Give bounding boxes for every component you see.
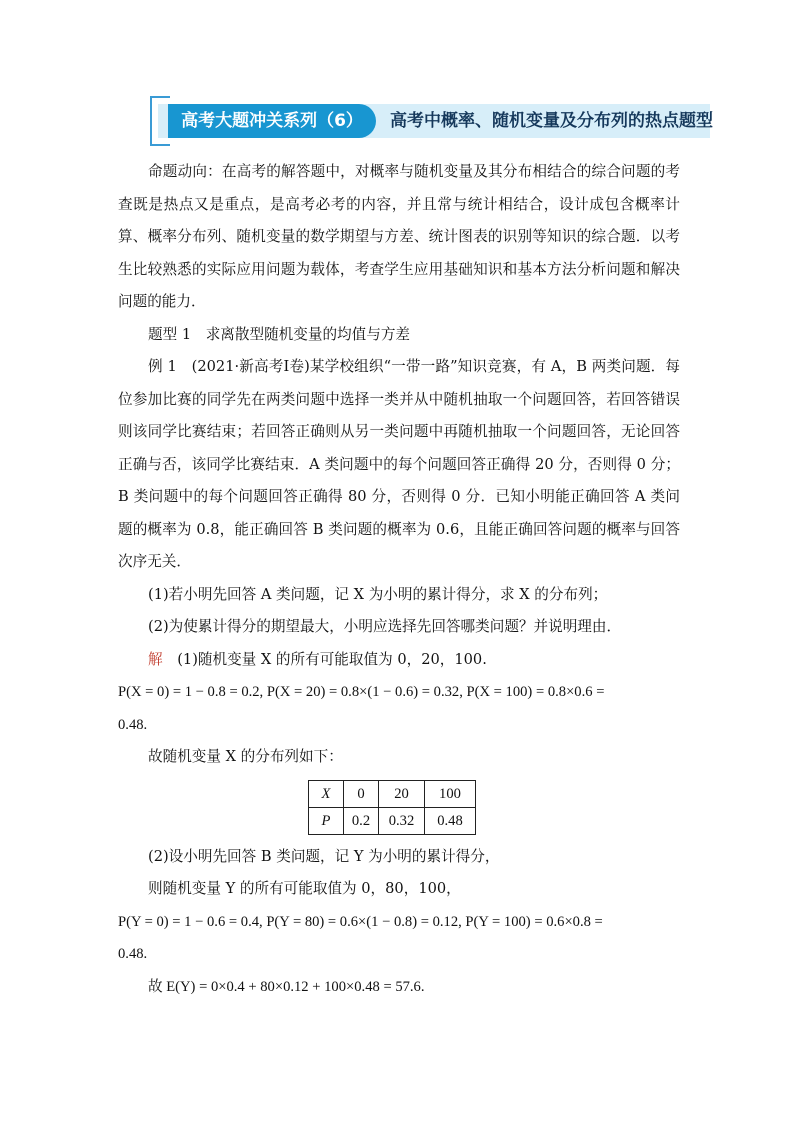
document-body bbox=[118, 156, 680, 1003]
solution-label: 解 bbox=[148, 650, 163, 668]
section-header bbox=[150, 96, 713, 146]
table-cell: 0 bbox=[344, 780, 379, 807]
table-cell: 0.2 bbox=[344, 807, 379, 834]
solution-probabilities-y bbox=[118, 906, 680, 971]
distribution-table bbox=[308, 780, 476, 835]
header-bracket-top bbox=[150, 96, 170, 98]
solution-expectation: 故 E(Y) = 0×0.4 + 80×0.12 + 100×0.48 = 57.6. bbox=[148, 978, 425, 995]
page-title: 高考中概率、随机变量及分布列的热点题型 bbox=[390, 111, 713, 131]
series-badge: 高考大题冲关系列（6） bbox=[168, 104, 376, 138]
prob-y-line: P(Y = 0) = 1 − 0.6 = 0.4, P(Y = 80) = 0.6×(1 − 0.8) = 0.12, P(Y = 100) = 0.6×0.8 = bbox=[118, 913, 603, 930]
table-row bbox=[309, 807, 476, 834]
table-cell: X bbox=[309, 780, 344, 807]
table-cell: 0.32 bbox=[379, 807, 425, 834]
question-1: (1)若小明先回答 A 类问题，记 X 为小明的累计得分，求 X 的分布列； bbox=[148, 585, 608, 603]
solution-step-5: 则随机变量 Y 的所有可能取值为 0，80，100， bbox=[148, 880, 461, 897]
table-cell: 100 bbox=[425, 780, 476, 807]
prob-x-line: P(X = 0) = 1 − 0.8 = 0.2, P(X = 20) = 0.8×(1 − 0.6) = 0.32, P(X = 100) = 0.8×0.6 = bbox=[118, 684, 605, 700]
solution-probabilities-x bbox=[118, 676, 680, 741]
solution-step-1: (1)随机变量 X 的所有可能取值为 0，20，100. bbox=[177, 650, 487, 668]
prob-x-tail: 0.48. bbox=[118, 716, 148, 733]
intro-paragraph: 命题动向：在高考的解答题中，对概率与随机变量及其分布相结合的综合问题的考查既是热点又是重点，是高考必考的内容，并且常与统计相结合，设计成包含概率计算、概率分布列、随机变量的数学期望与方差、统计图表的识别等知识的综合题．以考生比较熟悉的实际应用问题为载体，考查学生应用基础知识和基本方法分析问题和解决问题的能力． bbox=[118, 163, 680, 310]
table-cell: P bbox=[309, 807, 344, 834]
example-problem: 例 1 (2021·新高考Ⅰ卷)某学校组织“一带一路”知识竞赛，有 A，B 两类问题．每位参加比赛的同学先在两类问题中选择一类并从中随机抽取一个问题回答，若回答错误则该同学比赛结束；若回答正确则从另一类问题中再随机抽取一个问题回答，无论回答正确与否，该同学比赛结束．A 类问题中的每个问题回答正确得 20 分，否则得 0 分；B 类问题中的每个问题回答正确得 80 分，否则得 0 分．已知小明能正确回答 A 类问题的概率为 0.8，能正确回答 B 类问题的概率为 0.6，且能正确回答问题的概率与回答次序无关． bbox=[118, 358, 680, 570]
table-row bbox=[309, 780, 476, 807]
table-cell: 20 bbox=[379, 780, 425, 807]
solution-step-4: (2)设小明先回答 B 类问题，记 Y 为小明的累计得分， bbox=[148, 847, 500, 865]
header-bracket bbox=[150, 96, 152, 146]
topic-heading: 题型 1 求离散型随机变量的均值与方差 bbox=[148, 325, 411, 343]
table-cell: 0.48 bbox=[425, 807, 476, 834]
header-bracket-bottom bbox=[150, 144, 170, 146]
question-2: (2)为使累计得分的期望最大，小明应选择先回答哪类问题？并说明理由． bbox=[148, 618, 622, 635]
prob-y-tail: 0.48. bbox=[118, 946, 148, 962]
solution-table-intro: 故随机变量 X 的分布列如下： bbox=[148, 748, 343, 765]
solution-line-1 bbox=[118, 644, 680, 677]
